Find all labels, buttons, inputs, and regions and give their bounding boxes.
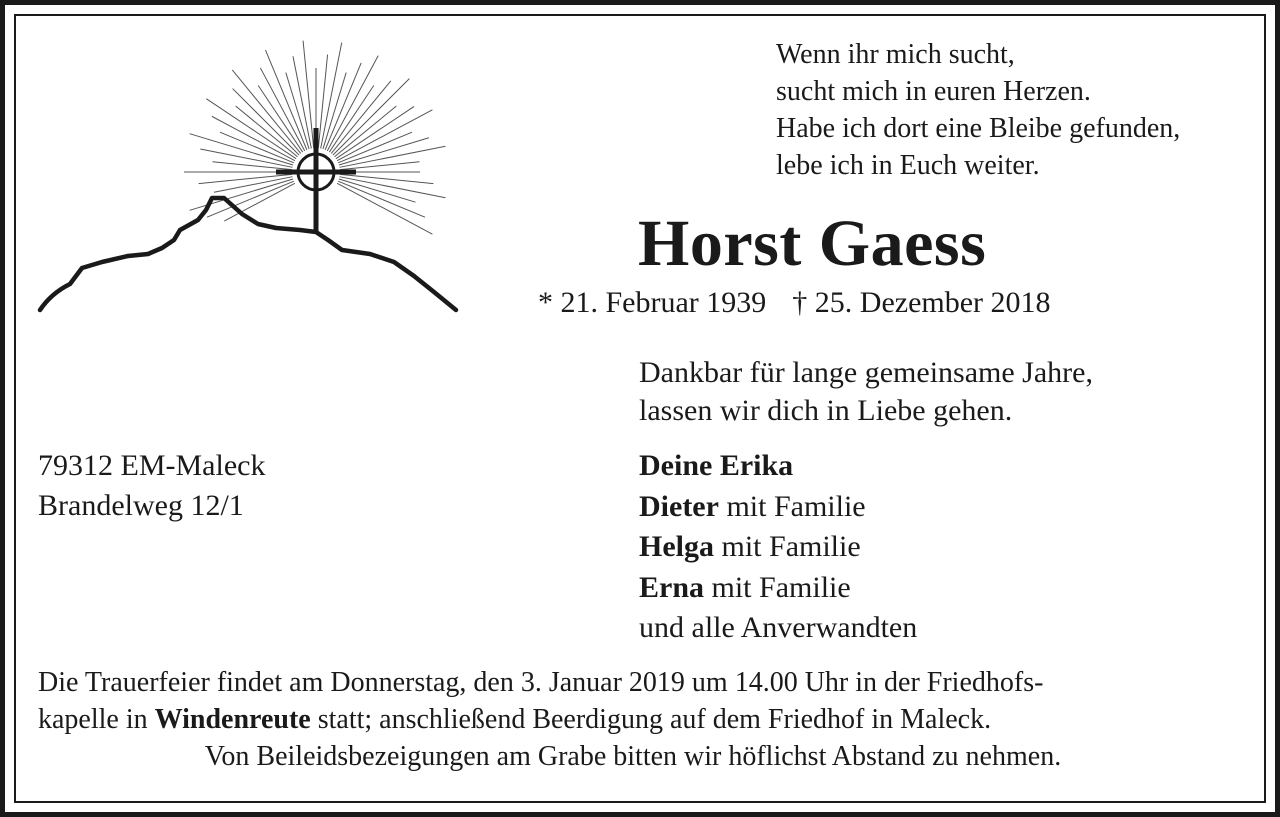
address-block	[38, 446, 265, 526]
mourner-name: Erna	[639, 570, 705, 604]
mourner-erna	[639, 568, 917, 609]
mourner-name: Deine Erika	[639, 449, 794, 482]
sun-ray	[190, 179, 293, 210]
mourner-helga	[639, 527, 917, 568]
sun-ray	[340, 162, 420, 170]
mourner-suffix: mit Familie	[718, 489, 866, 523]
ceremony-request: Von Beileidsbezeigungen am Grabe bitten wir höflichst Abstand zu nehmen.	[204, 741, 1062, 772]
ceremony-line: Die Trauerfeier findet am Donnerstag, den 3. Januar 2019 um 14.00 Uhr in der Friedhofs-	[38, 667, 1044, 698]
thanks-line: Dankbar für lange gemeinsame Jahre,	[639, 356, 1093, 389]
ceremony-place: Windenreute	[154, 704, 311, 735]
thanks-text	[639, 354, 1093, 430]
poem-line: sucht mich in euren Herzen.	[776, 76, 1091, 107]
mourner-suffix: mit Familie	[704, 570, 851, 604]
sun-ray	[220, 132, 294, 163]
sun-ray	[214, 177, 292, 193]
sun-ray	[336, 106, 414, 158]
ceremony-text: kapelle in	[38, 704, 155, 735]
poem-line: Habe ich dort eine Bleibe gefunden,	[776, 113, 1181, 144]
sun-ray	[335, 106, 397, 157]
sun-ray	[199, 174, 293, 183]
sun-ray	[338, 181, 425, 217]
ceremony-info	[38, 664, 1238, 775]
mourner-dieter	[639, 487, 917, 528]
sun-ray	[213, 162, 293, 170]
mourner-name: Helga	[639, 530, 714, 563]
mourner-name: Dieter	[639, 489, 719, 523]
birth-date: * 21. Februar 1939	[538, 286, 767, 319]
life-dates	[538, 283, 1051, 323]
sun-ray	[327, 56, 378, 151]
sun-ray	[337, 183, 432, 234]
sun-ray	[329, 86, 373, 153]
sun-ray	[340, 174, 434, 183]
mourner-others: und alle Anverwandten	[639, 611, 918, 644]
address-city: 79312 EM-Maleck	[38, 449, 266, 482]
cross-on-mountain-icon	[30, 28, 470, 333]
poem-line: Wenn ihr mich sucht,	[776, 39, 1015, 70]
sun-ray	[258, 86, 302, 153]
sun-ray	[338, 132, 412, 163]
sun-ray	[318, 55, 327, 149]
thanks-line: lassen wir dich in Liebe gehen.	[639, 394, 1013, 427]
sun-ray	[337, 110, 432, 161]
death-date: † 25. Dezember 2018	[792, 286, 1051, 319]
address-street: Brandelweg 12/1	[38, 489, 244, 522]
mourners-list	[639, 446, 917, 649]
sun-ray	[236, 106, 298, 157]
mourner-erika	[639, 446, 917, 487]
deceased-name: Horst Gaess	[638, 207, 987, 280]
poem-line: lebe ich in Euch weiter.	[776, 150, 1040, 181]
memorial-poem	[776, 36, 1180, 184]
sun-ray	[190, 134, 293, 165]
sun-ray	[325, 63, 361, 150]
ceremony-line	[38, 701, 1238, 738]
ceremony-text: statt; anschließend Beerdigung auf dem Friedhof in Maleck.	[310, 704, 992, 735]
mourner-suffix: mit Familie	[714, 530, 861, 563]
